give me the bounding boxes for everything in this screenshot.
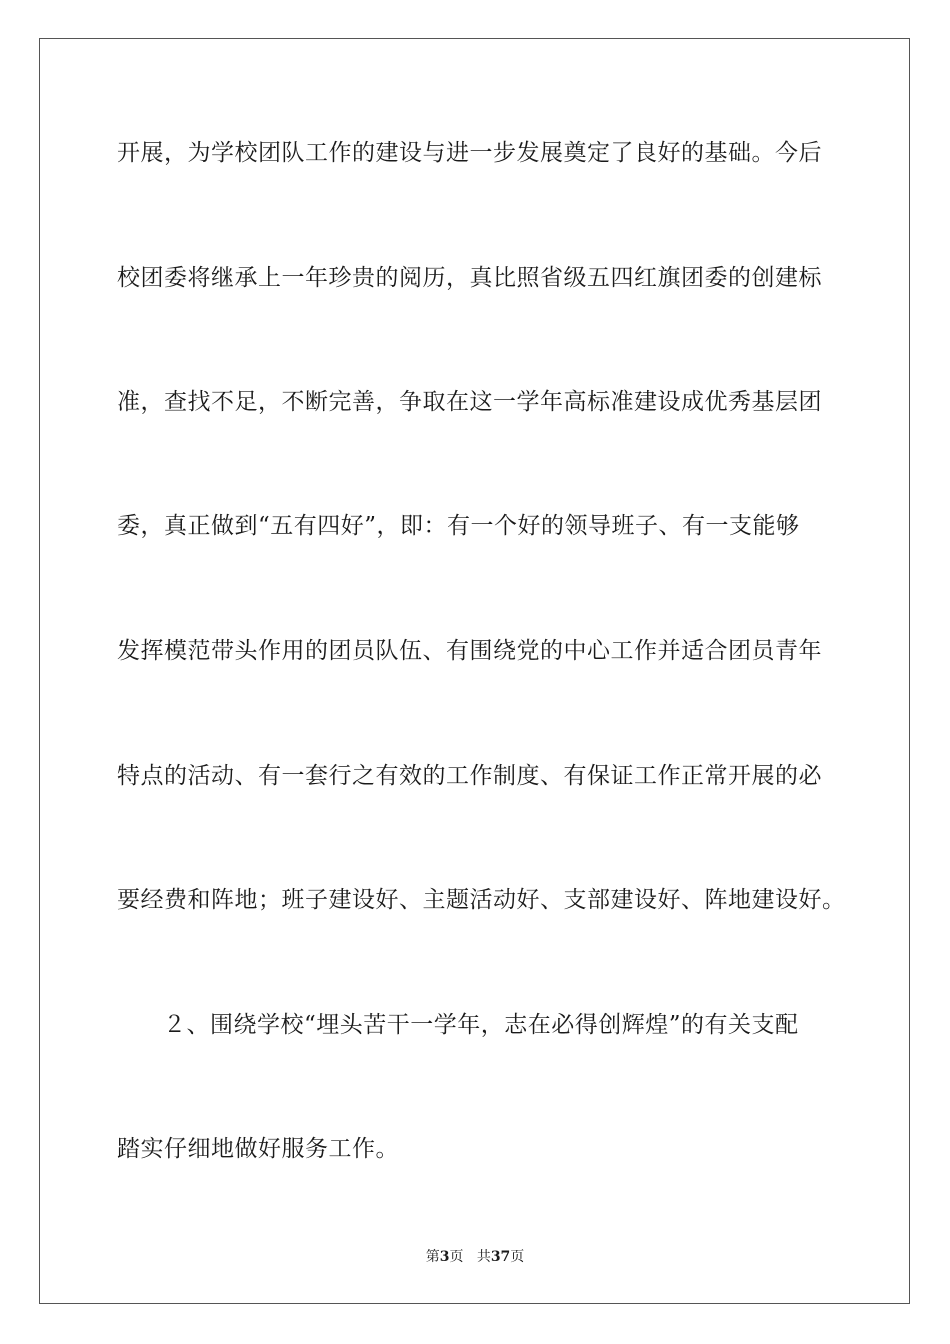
- page-suffix: 页: [449, 1249, 464, 1265]
- page-footer: [0, 1248, 950, 1266]
- page-border: [39, 38, 910, 1304]
- text-line: 委，真正做到“五有四好”，即：有一个好的领导班子、有一支能够: [117, 513, 800, 539]
- total-pages-number: 37: [490, 1249, 511, 1265]
- total-suffix: 页: [510, 1249, 525, 1265]
- text-line: 发挥模范带头作用的团员队伍、有围绕党的中心工作并适合团员青年: [117, 638, 822, 664]
- text-line: 要经费和阵地；班子建设好、主题活动好、支部建设好、阵地建设好。: [117, 887, 846, 913]
- total-prefix: 共: [476, 1249, 491, 1265]
- text-line: 开展，为学校团队工作的建设与进一步发展奠定了良好的基础。今后: [117, 140, 822, 166]
- current-page-number: 3: [439, 1249, 450, 1265]
- text-line: 准，查找不足，不断完善，争取在这一学年高标准建设成优秀基层团: [117, 389, 822, 415]
- text-line: 踏实仔细地做好服务工作。: [117, 1136, 399, 1162]
- text-line-indented: ２、围绕学校“埋头苦干一学年，志在必得创辉煌”的有关支配: [163, 1012, 799, 1038]
- text-line: 校团委将继承上一年珍贵的阅历，真比照省级五四红旗团委的创建标: [117, 265, 822, 291]
- page-prefix: 第: [425, 1249, 440, 1265]
- text-line: 特点的活动、有一套行之有效的工作制度、有保证工作正常开展的必: [117, 763, 822, 789]
